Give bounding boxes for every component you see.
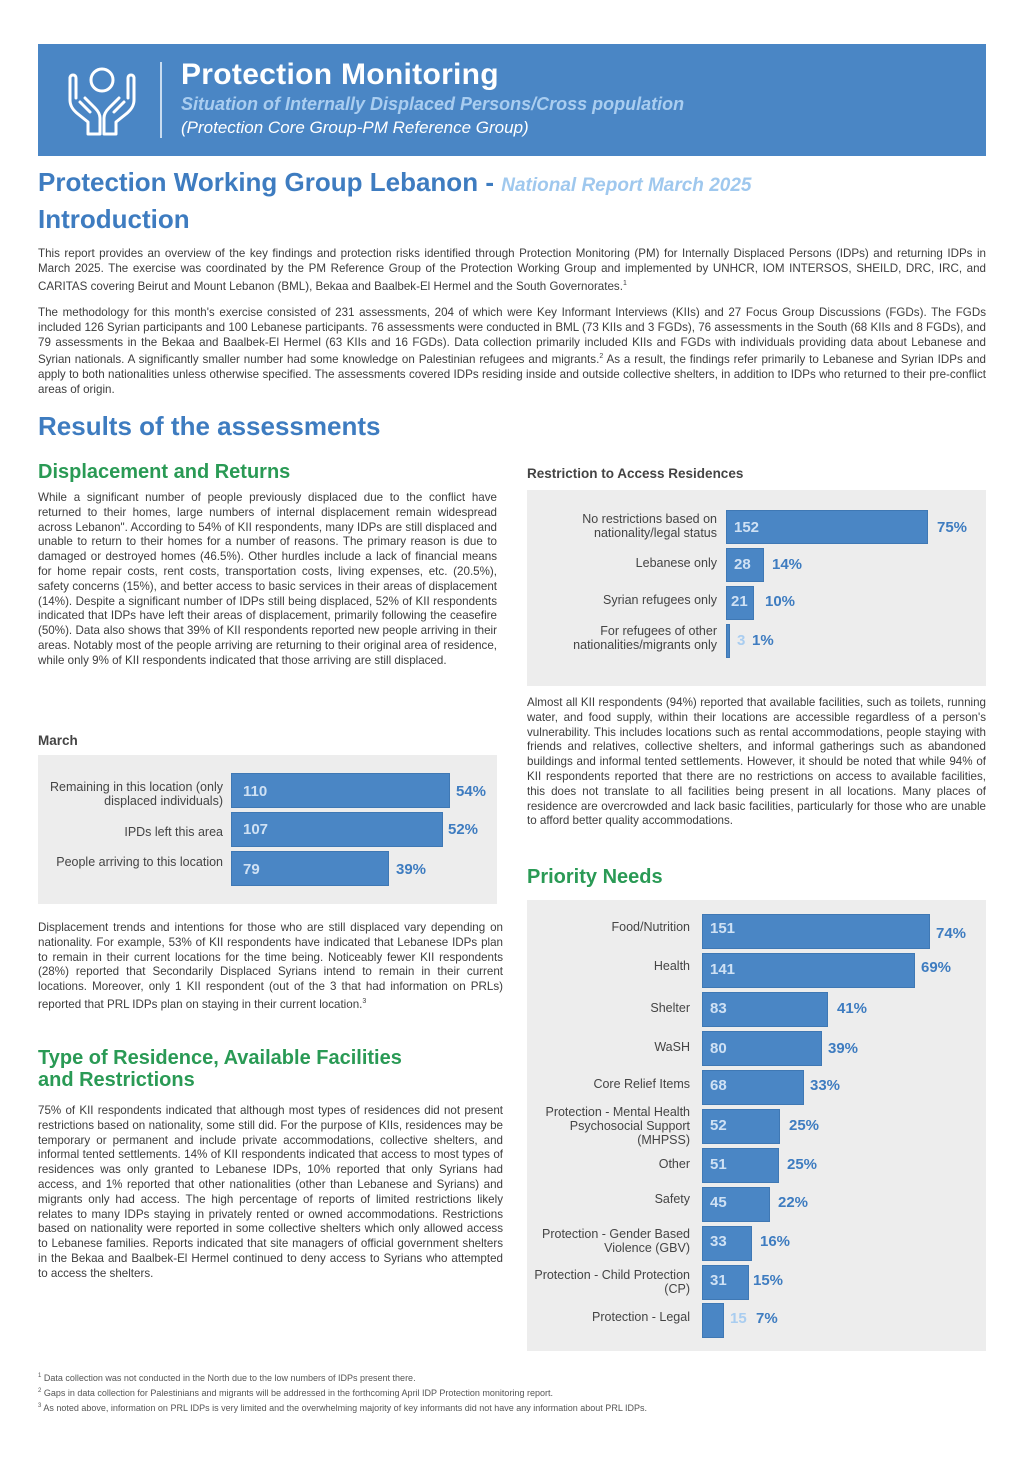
bar-label: Protection - Gender Based Violence (GBV) bbox=[542, 1227, 690, 1255]
march-chart bbox=[38, 755, 497, 904]
bar-count: 15 bbox=[730, 1310, 747, 1327]
priority-needs-chart bbox=[527, 900, 986, 1351]
report-subtitle: National Report March 2025 bbox=[501, 175, 752, 196]
hands-holding-person-icon bbox=[62, 60, 142, 140]
bar-percent: 1% bbox=[752, 632, 774, 649]
residence-heading: Type of Residence, Available Facilities and Restrictions bbox=[38, 1047, 402, 1091]
bar-label: Other bbox=[658, 1157, 690, 1171]
bar-label: WaSH bbox=[654, 1040, 690, 1054]
bar-label: For refugees of other nationalities/migrants only bbox=[573, 624, 717, 652]
banner-subtitle: Situation of Internally Displaced Persons/Cross population bbox=[181, 94, 685, 114]
footnote-3: $^3$ As noted above, information on PRL IDPs is very limited and the overwhelming majority of key informants did not have any information about PRL IDPs. bbox=[38, 1403, 647, 1413]
bar-percent: 33% bbox=[810, 1077, 841, 1094]
bar-percent: 14% bbox=[772, 556, 803, 573]
bar-count: 141 bbox=[710, 961, 736, 978]
bar bbox=[702, 914, 930, 949]
bar-count: 45 bbox=[710, 1194, 727, 1211]
facilities-paragraph: Almost all KII respondents (94%) reported that available facilities, such as toilets, running water, and food supply, within their locations are accessible regardless of a person's vulnerability. This includes locations such as rental accommodations, people staying with friends and relatives, collective shelters, and informal gatherings such as abandoned buildings and informal tented settlements. However, it should be noted that while 94% of KII respondents reported that there are no restrictions on access to available facilities, this does not translate to all facilities being present in all locations. Many places of residence are overcrowded and lack basic facilities, particularly for those who are unable to afford better quality accommodations. bbox=[527, 696, 986, 828]
bar-percent: 10% bbox=[765, 593, 796, 610]
march-chart-title: March bbox=[38, 733, 78, 748]
bar-count: 151 bbox=[710, 920, 736, 937]
bar-label: IPDs left this area bbox=[124, 825, 223, 839]
results-heading: Results of the assessments bbox=[38, 411, 381, 441]
bar bbox=[726, 624, 730, 658]
bar-percent: 75% bbox=[937, 519, 968, 536]
bar-count: 80 bbox=[710, 1040, 727, 1057]
restriction-chart-title: Restriction to Access Residences bbox=[527, 466, 744, 481]
bar-percent: 16% bbox=[760, 1233, 791, 1250]
bar-label: Lebanese only bbox=[635, 556, 717, 570]
banner-title: Protection Monitoring bbox=[181, 58, 499, 91]
footnotes bbox=[38, 1370, 647, 1415]
bar-count: 68 bbox=[710, 1077, 727, 1094]
bar-count: 21 bbox=[731, 593, 748, 610]
bar-label: Shelter bbox=[650, 1001, 690, 1015]
displacement-heading: Displacement and Returns bbox=[38, 461, 291, 483]
displacement-trends-paragraph: Displacement trends and intentions for those who are still displaced vary depending on nationality. For example, 53% of KII respondents have indicated that Lebanese IDPs plan to remain in their current locations for the time being. Noticeably fewer KII respondents (28%) reported that Secondarily Displaced Syrians intend to remain in their current locations. Moreover, only 1 KII respondent (out of the 3 that had information on PRLs) reported that PRL IDPs plan on staying in their current location.$^3$ bbox=[38, 921, 503, 1011]
bar-count: 152 bbox=[734, 519, 760, 536]
residence-paragraph: 75% of KII respondents indicated that although most types of residences did not present restrictions based on nationality, some still did. For the purpose of KIIs, residences may be temporary or permanent and include private accommodations, collective shelters, and informal tented settlements. 14% of KII respondents indicated that access to most types of residences was only granted to Lebanese IDPs, 10% reported that only Syrians had access, and 1% reported that other nationalities (other than Lebanese and Syrians) and migrants only had access. The high percentage of reports of limited restrictions likely relates to many IDPs staying in privately rented or owned accommodations. Restrictions based on nationality were reported in some collective shelters which only allowed access to Lebanese families. Reports indicated that site managers of official government shelters in the Bekaa and Baalbek-El Hermel continued to deny access to Syrians who attempted to access the shelters. bbox=[38, 1104, 503, 1280]
bar-percent: 52% bbox=[448, 821, 479, 838]
bar-label: People arriving to this location bbox=[56, 855, 223, 869]
banner-subtitle-group: (Protection Core Group-PM Reference Group) bbox=[181, 118, 529, 137]
bar-label: Remaining in this location (only displaced individuals) bbox=[49, 780, 223, 808]
bar-count: 79 bbox=[243, 861, 260, 878]
bar-count: 107 bbox=[243, 821, 269, 838]
restriction-chart bbox=[527, 490, 986, 686]
bar-percent: 7% bbox=[756, 1310, 778, 1327]
bar-label: Syrian refugees only bbox=[603, 593, 717, 607]
header-banner bbox=[38, 44, 986, 156]
bar-count: 33 bbox=[710, 1233, 727, 1250]
introduction-heading: Introduction bbox=[38, 204, 190, 234]
banner-divider bbox=[160, 62, 162, 138]
bar-count: 83 bbox=[710, 1000, 727, 1017]
bar bbox=[702, 1303, 724, 1338]
footnote-1: $^1$ Data collection was not conducted in the North due to the low numbers of IDPs present there. bbox=[38, 1373, 416, 1383]
bar-label: Health bbox=[653, 959, 690, 973]
bar-percent: 54% bbox=[456, 783, 487, 800]
bar-count: 28 bbox=[734, 556, 751, 573]
bar-label: Protection - Child Protection (CP) bbox=[534, 1268, 690, 1296]
title-separator: - bbox=[485, 167, 494, 197]
bar-percent: 74% bbox=[936, 925, 967, 942]
bar-label: Protection - Mental Health Psychosocial Support (MHPSS) bbox=[545, 1105, 690, 1147]
bar-percent: 69% bbox=[921, 959, 952, 976]
bar-label: Safety bbox=[654, 1192, 690, 1206]
bar-count: 51 bbox=[710, 1156, 727, 1173]
bar-label: Core Relief Items bbox=[593, 1077, 690, 1091]
page-title bbox=[38, 167, 751, 198]
introduction-paragraph-1: This report provides an overview of the key findings and protection risks identified through Protection Monitoring (PM) for Internally Displaced Persons (IDPs) and returning IDPs in March 2025. The exercise was coordinated by the PM Reference Group of the Protection Working Group and implemented by UNHCR, IOM INTERSOS, SHEILD, DRC, IRC, and CARITAS covering Beirut and Mount Lebanon (BML), Bekaa and Baalbek-El Hermel and the South Governorates.$^1$ bbox=[38, 247, 986, 293]
bar-percent: 41% bbox=[837, 1000, 868, 1017]
bar-percent: 15% bbox=[753, 1272, 784, 1289]
bar-count: 3 bbox=[737, 632, 746, 649]
introduction-paragraph-2: The methodology for this month's exercise consisted of 231 assessments, 204 of which were Key Informant Interviews (KIIs) and 27 Focus Group Discussions (FGDs). The FGDs included 126 Syrian participants and 100 Lebanese participants. 76 assessments were conducted in BML (73 KIIs and 3 FGDs), 76 assessments in the South (68 KIIs and 8 FGDs), and 79 assessments in the Bekaa and Baalbek-El Hermel (63 KIIs and 16 FGDs). Data collection primarily included KIIs and FGDs with individuals providing data about Lebanese and Syrian nationals. A significantly smaller number had some knowledge on Palestinian refugees and migrants.$^2$ As a result, the findings refer primarily to Lebanese and Syrian IDPs and apply to both nationalities unless otherwise specified. The assessments covered IDPs residing inside and outside collective shelters, in addition to IDPs who returned to their pre-conflict areas of origin. bbox=[38, 306, 986, 396]
bar-percent: 39% bbox=[828, 1040, 859, 1057]
bar-label: Protection - Legal bbox=[592, 1310, 690, 1324]
bar-label: Food/Nutrition bbox=[611, 920, 690, 934]
bar-percent: 39% bbox=[396, 861, 427, 878]
priority-needs-heading: Priority Needs bbox=[527, 866, 663, 888]
bar-percent: 22% bbox=[778, 1194, 809, 1211]
displacement-paragraph: While a significant number of people previously displaced due to the conflict have returned to their homes, large numbers of internal displacement remain widespread across Lebanon". According to 54% of KII respondents, many IDPs are still displaced and unable to return to their homes for a number of reasons. The primary reason is due to damaged or destroyed homes (46.5%). Other hurdles include a lack of financial means for home repair costs, rent costs, transportation costs, living expenses, etc. (20.5%), safety concerns (15%), and better access to basic services in their areas of displacement (14%). Despite a significant number of IDPs still being displaced, 52% of KII respondents indicated that IDPs have left their areas of displacement, primarily following the ceasefire (50%). Data also shows that 39% of KII respondents reported new people arriving in their areas. Notably most of the people arriving are returning to their original area of residence, while only 9% of KII respondents indicated that those arriving are still displaced. bbox=[38, 491, 497, 667]
bar-percent: 25% bbox=[789, 1117, 820, 1134]
bar-count: 31 bbox=[710, 1272, 727, 1289]
org-title: Protection Working Group Lebanon bbox=[38, 167, 479, 197]
bar-count: 52 bbox=[710, 1117, 727, 1134]
footnote-2: $^2$ Gaps in data collection for Palestinians and migrants will be addressed in the forthcoming April IDP Protection monitoring report. bbox=[38, 1388, 553, 1398]
bar-count: 110 bbox=[243, 783, 268, 800]
bar-percent: 25% bbox=[787, 1156, 818, 1173]
bar-label: No restrictions based on nationality/legal status bbox=[582, 512, 717, 540]
